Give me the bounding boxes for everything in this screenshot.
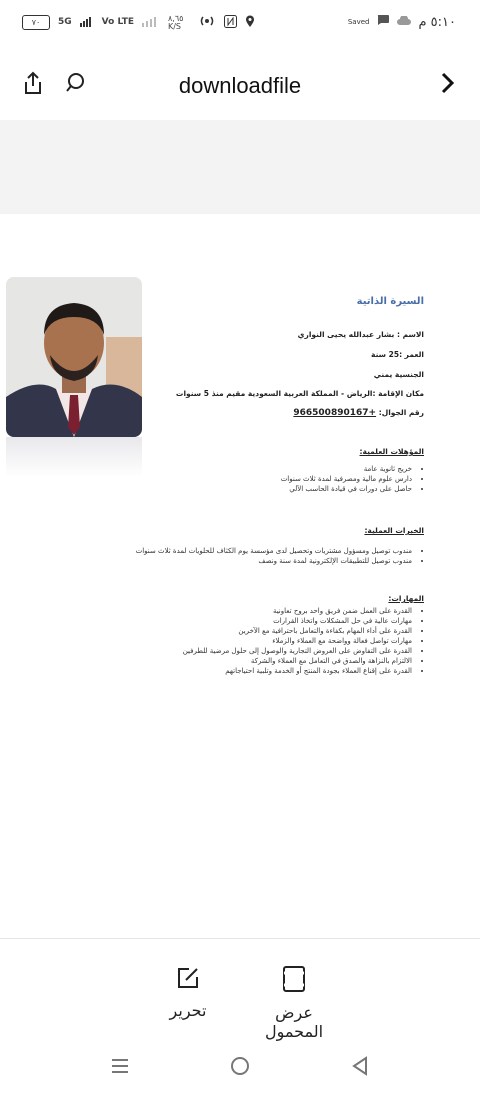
battery-level: ٧٠ — [31, 18, 41, 27]
location-icon — [245, 15, 255, 31]
network-volte: Vo LTE — [101, 17, 134, 27]
hotspot-icon — [198, 14, 216, 31]
list-item: • خريج ثانوية عامة — [281, 464, 412, 474]
clock: ٥:١٠ م — [418, 14, 456, 30]
nfc-icon — [224, 15, 237, 31]
chevron-right-icon[interactable] — [438, 71, 456, 99]
chat-icon — [376, 14, 390, 30]
edit-label: تحرير — [169, 1001, 207, 1020]
back-icon[interactable] — [350, 1055, 370, 1081]
network-5g: 5G — [58, 17, 72, 27]
net-speed: ٨,٦٥ K/S — [167, 13, 184, 31]
skills-heading: المهارات: — [388, 594, 424, 603]
cv-phone-label: رقم الجوال: — [378, 408, 424, 417]
cv-name: الاسم : بشار عبدالله يحيى النواري — [297, 330, 424, 339]
education-list — [281, 464, 424, 494]
page-title: downloadfile — [178, 73, 302, 98]
mobile-view-label: عرض المحمول — [264, 1003, 324, 1041]
list-item: • مهارات تواصل فعالة وواضحة مع العملاء والزملاء — [183, 636, 412, 646]
list-item: • دارس علوم مالية ومصرفية لمدة ثلاث سنوات — [281, 474, 412, 484]
list-item: • القدرة على أداء المهام بكفاءة والتعامل باحترافية مع الآخرين — [183, 626, 412, 636]
profile-photo-reflection — [6, 437, 142, 477]
document-margin — [0, 120, 480, 214]
bottom-action-bar — [0, 938, 480, 1039]
status-bar — [0, 0, 480, 52]
status-icons-left — [22, 14, 255, 31]
system-nav-bar — [0, 1040, 480, 1093]
home-icon[interactable] — [229, 1055, 251, 1081]
experience-heading: الخبرات العملية: — [364, 526, 424, 535]
cv-phone[interactable]: +966500890167 — [293, 408, 377, 418]
status-icons-right — [348, 14, 456, 30]
list-item: • القدرة على العمل ضمن فريق واحد بروح تعاونية — [183, 606, 412, 616]
document-page — [0, 214, 480, 938]
battery-icon — [22, 15, 50, 30]
edit-icon — [175, 976, 201, 995]
mobile-view-icon — [282, 978, 306, 997]
cv-residence: مكان الإقامة :الرياض - المملكة العربية السعودية مقيم منذ 5 سنوات — [175, 389, 424, 398]
signal-icon — [80, 15, 94, 30]
cv-age: العمر :25 سنة — [371, 350, 424, 359]
list-item: • القدرة على التفاوض على العروض التجارية والوصول إلى حلول مرضية للطرفين — [183, 646, 412, 656]
education-heading: المؤهلات العلمية: — [359, 447, 424, 456]
cv-phone-row — [293, 408, 424, 418]
edit-button[interactable] — [166, 965, 210, 1020]
list-item: • مندوب توصيل للتطبيقات الإلكترونية لمدة سنة ونصف — [136, 556, 412, 566]
cv-nationality: الجنسية يمني — [373, 370, 424, 379]
list-item: • الالتزام بالنزاهة والصدق في التعامل مع العملاء والشركة — [183, 656, 412, 666]
cv-heading: السيرة الذاتية — [356, 296, 424, 307]
cloud-icon — [397, 15, 411, 30]
top-toolbar — [0, 55, 480, 115]
profile-photo — [6, 277, 142, 437]
experience-list — [136, 546, 424, 566]
skills-list — [183, 606, 424, 676]
mobile-view-button[interactable] — [246, 965, 342, 1041]
signal-weak-icon — [142, 15, 160, 30]
saved-label: Saved — [347, 18, 370, 26]
list-item: • مندوب توصيل ومسؤول مشتريات وتحصيل لدى مؤسسة يوم الكثاف للحلويات لمدة ثلاث سنوات — [136, 546, 412, 556]
list-item: • مهارات عالية في حل المشكلات واتخاذ القرارات — [183, 616, 412, 626]
recents-icon[interactable] — [110, 1056, 130, 1080]
list-item: • حاصل على دورات في قيادة الحاسب الآلي — [281, 484, 412, 494]
list-item: • القدرة على إقناع العملاء بجودة المنتج أو الخدمة وتلبية احتياجاتهم — [183, 666, 412, 676]
